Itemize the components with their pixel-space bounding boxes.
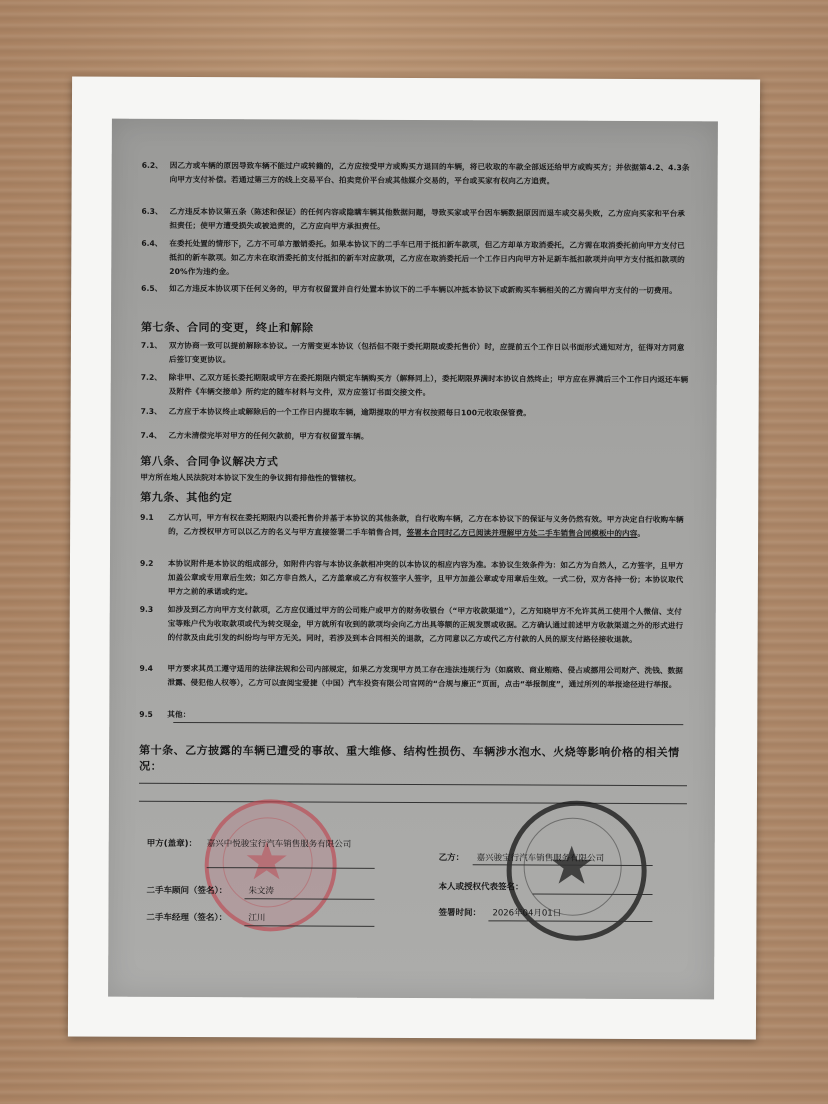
clause-text: 除非甲、乙双方延长委托期限或甲方在委托期限内锁定车辆购买方（解释同上），委托期限界满时本协议自然终止；甲方应在界满后三个工作日内返还车辆及附件《车辆交接单》所约定的随车材料与文件，双方应签订书面交接文件。	[168, 372, 689, 398]
section-7-heading: 第七条、合同的变更，终止和解除	[140, 320, 314, 335]
clause-number: 9.1	[140, 512, 154, 522]
manager-value: 江川	[248, 913, 266, 924]
section-8-heading: 第八条、合同争议解决方式	[140, 454, 279, 469]
clause-text: 乙方未清偿完毕对甲方的任何欠款前，甲方有权留置车辆。	[168, 430, 369, 441]
clause-text: 其他：	[167, 709, 191, 720]
party-a-value: 嘉兴中悦骏宝行汽车销售服务有限公司	[206, 839, 352, 850]
clause-6-5	[141, 282, 689, 298]
clause-text: 因乙方或车辆的原因导致车辆不能过户或转籍的，乙方应按受甲方或购买方退回的车辆，将已收取的车款全部返还给甲方或购买方；并依据第4.2、4.3条向甲方支付补偿。若通过第三方的线上交易平台、拍卖竞价平台或其他媒介交易的，平台或买家有权向乙方追责。	[169, 160, 690, 186]
clause-text: 在委托处置的情形下，乙方不可单方撤销委托。如果本协议下的二手车已用于抵扣新车款项，但乙方却单方取消委托，乙方需在取消委托前向甲方支付已抵扣的新车款项。如乙方未在取消委托前支付抵扣的新车对应款项，乙方应在取消委托后一个工作日内向甲方补足新车抵扣款项并向甲方支付抵扣款项的20%作为违约金。	[169, 238, 685, 277]
clause-7-3	[141, 405, 689, 421]
clause-number: 6.4、	[141, 238, 163, 248]
clause-9-3	[140, 603, 688, 647]
clause-9-1	[140, 511, 688, 541]
clause-number: 9.5	[139, 709, 153, 719]
clause-text: 甲方要求其员工遵守适用的法律法规和公司内部规定，如果乙方发现甲方员工存在违法违规行为（如腐败、商业贿赂、侵占或挪用公司财产、洗钱、数据泄露、侵犯他人权等），乙方可以查阅宝爱捷（中国）汽车投资有限公司官网的“合规与廉正”页面，点击“举报制度”，通过所列的举报途径进行举报。	[167, 663, 684, 690]
clause-number: 6.3、	[141, 206, 163, 216]
manager-label: 二手车经理（签名）：	[146, 912, 228, 924]
party-a-label: 甲方(盖章)：	[146, 838, 198, 850]
paper-sheet	[68, 77, 760, 1040]
clause-6-4	[141, 237, 689, 281]
clause-text: 如乙方违反本协议项下任何义务的，甲方有权留置并自行处置本协议下的二手车辆以冲抵本协议下或新购买车辆相关的乙方需向甲方支付的一切费用。	[169, 283, 677, 296]
clause-text: 如涉及到乙方向甲方支付款项，乙方应仅通过甲方的公司账户或甲方的财务收银台（“甲方收款渠道”），乙方知晓甲方不允许其员工使用个人微信、支付宝等账户代为收取款项或代为转交现金，甲方就所有收到的款项均会向乙方出具等额的正规发票或收据。乙方确认通过前述甲方收款渠道之外的形式进行的付款及由此引发的纠纷均与甲方无关。同时，若涉及到本合同相关的退款，乙方同意以乙方或代乙方付款的人员的原支付路径接收退款。	[167, 604, 684, 644]
clause-number: 9.2	[139, 558, 154, 568]
clause-number: 7.3、	[140, 406, 162, 416]
date-label: 签署时间：	[438, 908, 481, 919]
party-b-label: 乙方：	[438, 853, 465, 864]
clause-9-1-end: 。	[637, 528, 646, 539]
clause-number: 7.4、	[140, 430, 162, 440]
clause-9-2	[140, 557, 688, 601]
date-value: 2026年04月01日	[492, 908, 562, 919]
clause-number: 6.2、	[141, 160, 163, 170]
section-9-heading: 第九条、其他约定	[140, 490, 233, 505]
clause-number: 9.3	[139, 604, 154, 614]
clause-number: 7.1、	[140, 340, 162, 350]
section-8-text: 甲方所在地人民法院对本协议下发生的争议拥有排他性的管辖权。	[140, 472, 361, 483]
clause-text: 本协议附件是本协议的组成部分，如附件内容与本协议条款相冲突的以本协议的相应内容为准。本协议生效条件为：如乙方为自然人，乙方签字，且甲方加盖公章或专用章后生效；如乙方非自然人，乙方盖章或乙方有权签字人签字，且甲方加盖公章或专用章后生效。一式二份，双方各持一份；本协议取代甲方之前的承诺或约定。	[167, 558, 684, 597]
clause-7-4	[141, 429, 689, 445]
party-b-value: 嘉兴骏宝行汽车销售服务有限公司	[476, 853, 605, 864]
section-10-heading: 第十条、乙方披露的车辆已遭受的事故、重大维修、结构性损伤、车辆涉水泡水、火烧等影响价格的相关情况：	[139, 743, 680, 773]
clause-text: 双方协商一致可以提前解除本协议。一方需变更本协议（包括但不限于委托期限或委托售价）时，应提前五个工作日以书面形式通知对方，征得对方同意后签订变更协议。	[168, 340, 685, 365]
rep-sign-label: 本人或授权代表签名：	[438, 882, 524, 893]
clause-9-4	[139, 662, 687, 692]
clause-number: 9.4	[139, 663, 153, 673]
clause-number: 6.5、	[141, 283, 163, 293]
clause-7-1	[141, 339, 689, 369]
disclosure-line-1	[139, 783, 687, 786]
clause-text	[168, 511, 688, 541]
clause-text: 乙方违反本协议第五条（陈述和保证）的任何内容或隐瞒车辆其他数据问题，导致买家或平台因车辆数据原因而退车或交易失败，乙方应向买家和平台承担责任；使甲方遭受损失或被追责的，乙方应向甲方承担责任。	[169, 206, 686, 231]
consultant-value: 朱文涛	[248, 886, 275, 897]
clause-text: 乙方应于本协议终止或解除后的一个工作日内提取车辆，逾期提取的甲方有权按照每日100元收取保管费。	[168, 406, 532, 418]
clause-9-1-underlined: 签署本合同时乙方已阅读并理解甲方处二手车销售合同模板中的内容	[406, 527, 638, 538]
printed-document	[108, 119, 718, 1000]
consultant-label: 二手车顾问（签名）：	[146, 885, 228, 897]
clause-6-3	[141, 205, 689, 235]
seal-star	[204, 799, 329, 924]
clause-9-1-text: 乙方认可，甲方有权在委托期限内以委托售价并基于本协议的其他条款，自行收购车辆，乙方在本协议下的保证与义务仍然有效。甲方决定自行收购车辆的，乙方授权甲方可以以乙方的名义与甲方直接签署二手车销售合同，	[168, 512, 684, 537]
clause-number: 7.2、	[140, 372, 162, 382]
clause-7-2	[141, 371, 689, 401]
clause-6-2	[142, 159, 690, 189]
